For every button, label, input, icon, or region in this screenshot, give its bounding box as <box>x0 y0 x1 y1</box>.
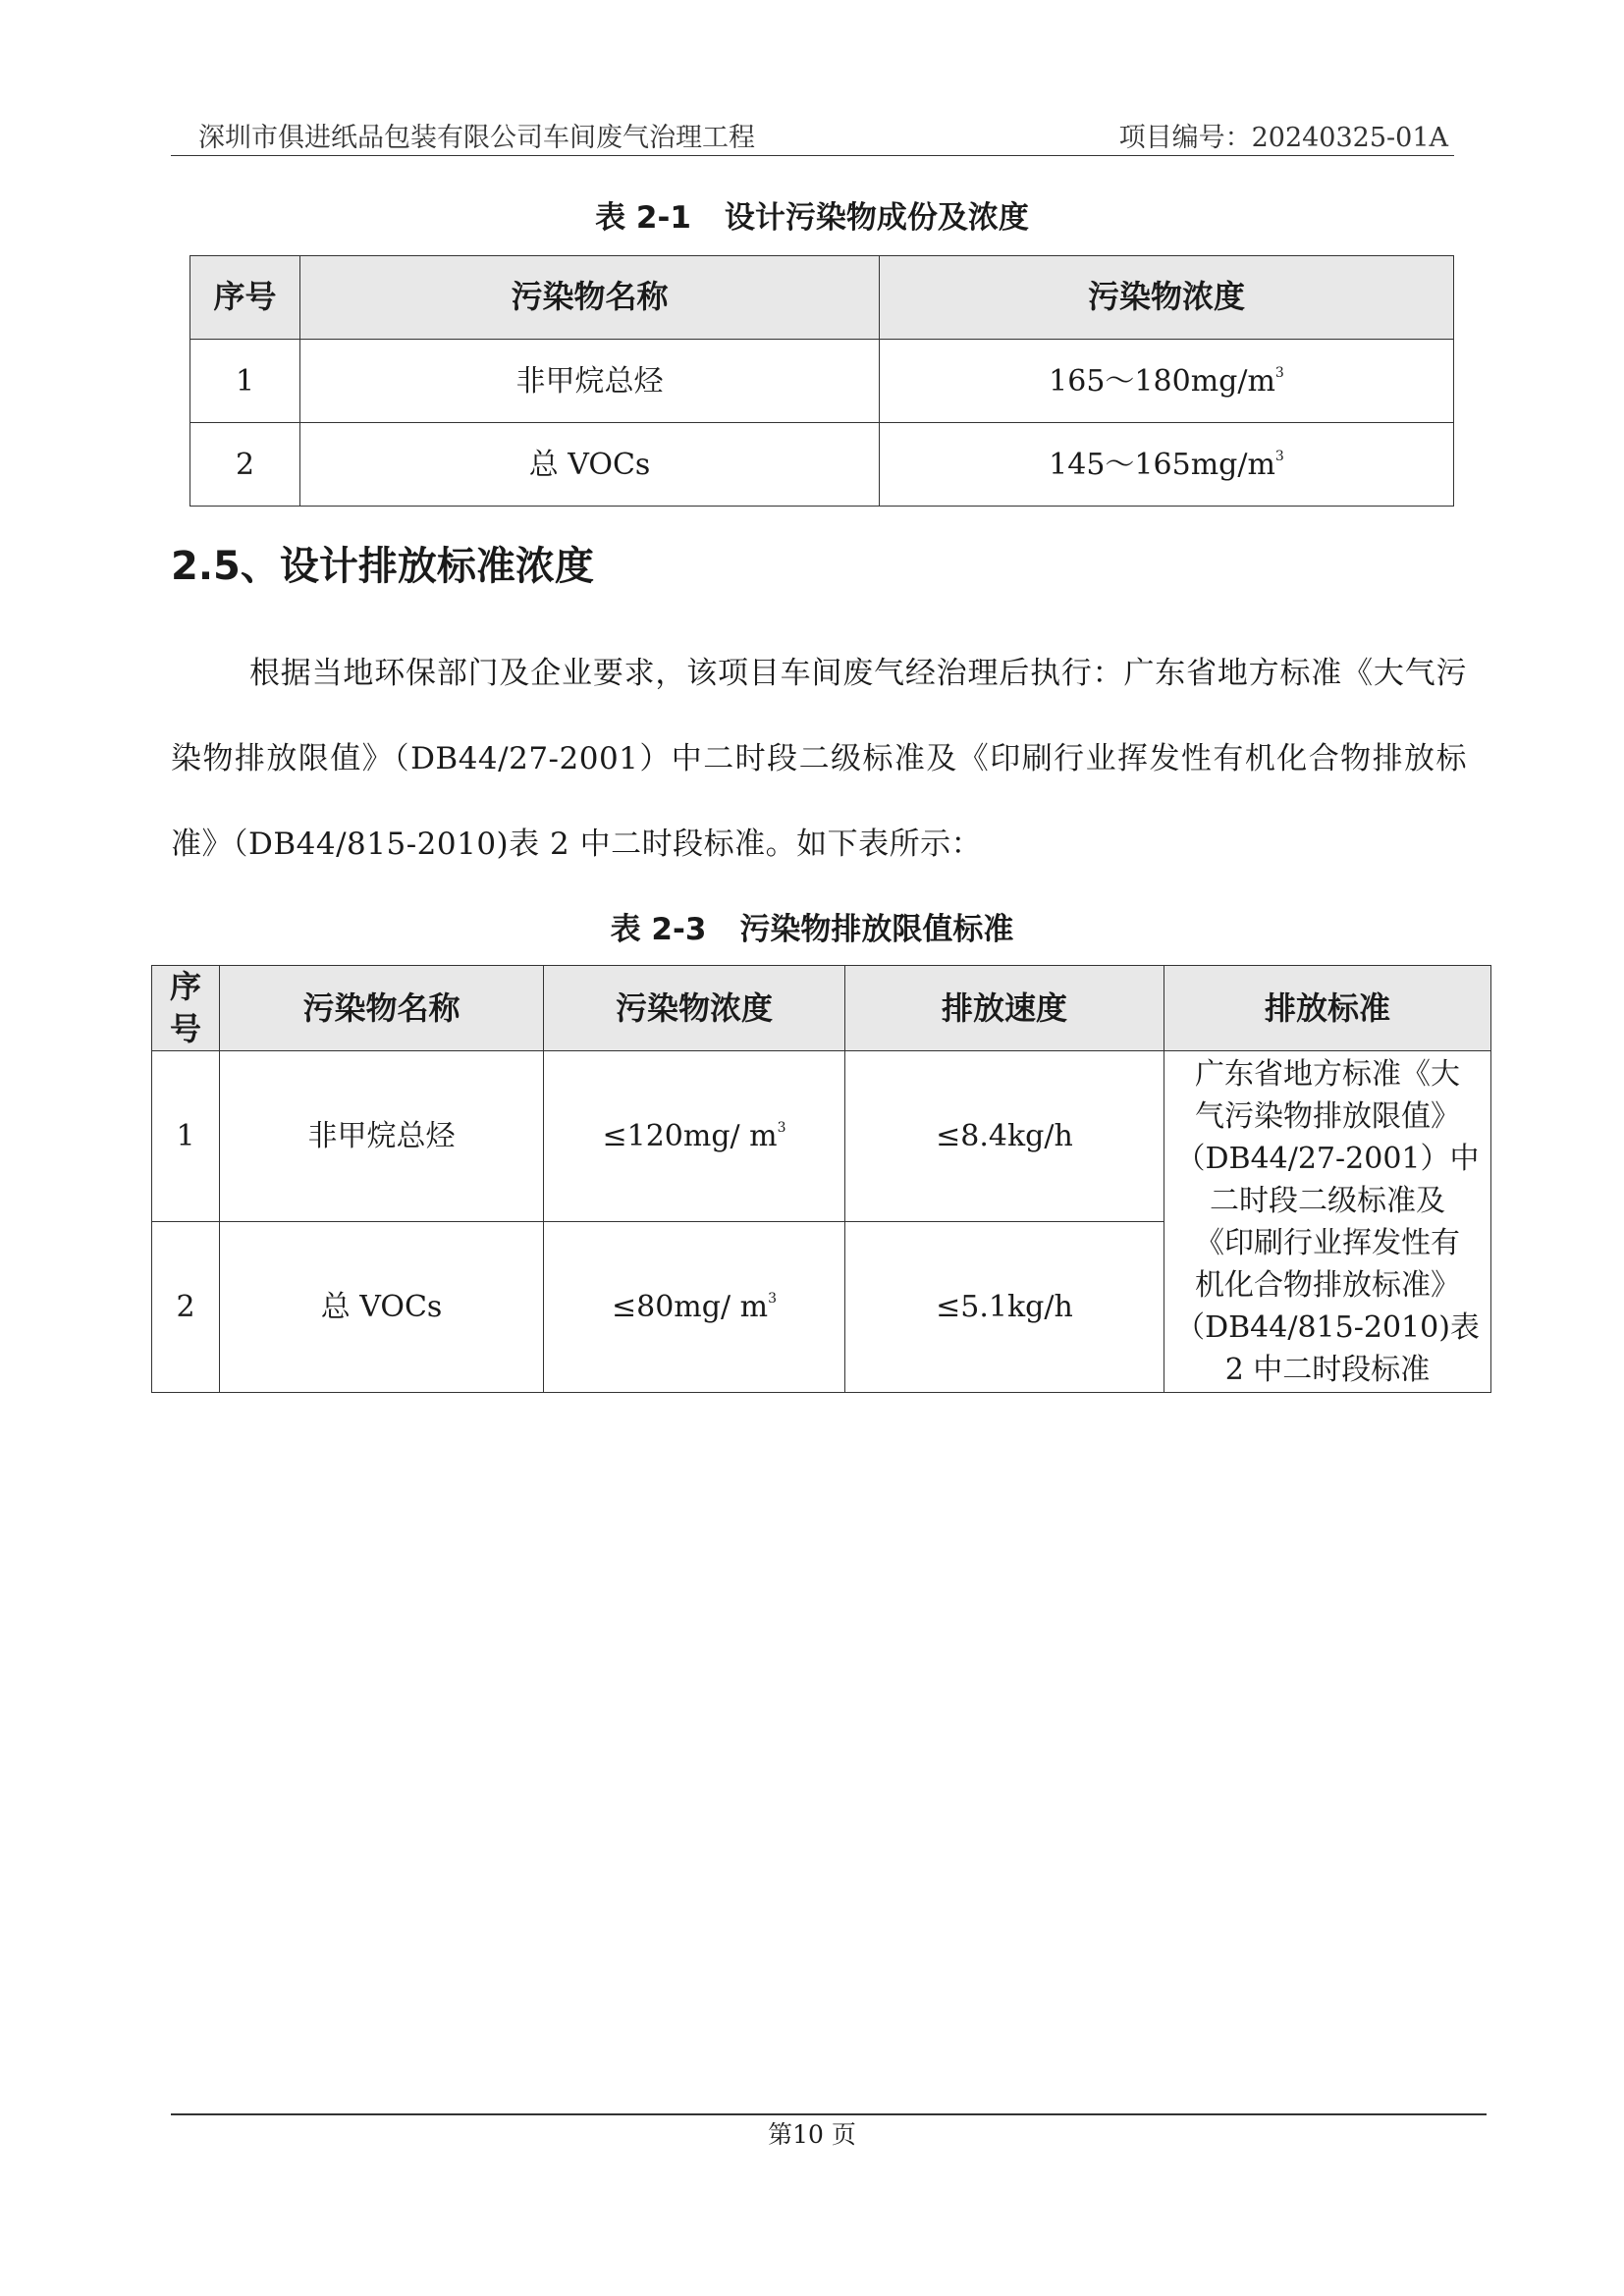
row-name: 非甲烷总烃 <box>300 340 880 423</box>
row-name: 总 VOCs <box>220 1222 544 1393</box>
header-concentration: 污染物浓度 <box>880 256 1454 340</box>
project-number: 项目编号：20240325-01A <box>1118 123 1448 153</box>
table1-caption-number: 表 2-1 <box>595 200 691 236</box>
table-header-row <box>190 256 1454 340</box>
row-name: 非甲烷总烃 <box>220 1051 544 1222</box>
row-concentration: ≤120mg/ $m^3$ <box>544 1051 845 1222</box>
row-concentration: $165\sim 180mg/m^3$ <box>880 340 1454 423</box>
page-header <box>171 110 1454 156</box>
row-concentration: $145\sim 165mg/m^3$ <box>880 423 1454 507</box>
section-heading: 2.5、设计排放标准浓度 <box>171 544 594 589</box>
emission-limit-table <box>151 965 1491 1393</box>
project-name: 深圳市俱进纸品包装有限公司车间废气治理工程 <box>198 123 755 153</box>
table2-caption <box>0 904 1624 948</box>
row-rate: ≤8.4kg/h <box>845 1051 1164 1222</box>
table1-caption <box>0 192 1624 237</box>
row-concentration: ≤80mg/ $m^3$ <box>544 1222 845 1393</box>
header-name: 污染物名称 <box>220 966 544 1051</box>
table-row <box>190 340 1454 423</box>
row-no: 2 <box>190 423 300 507</box>
section-paragraph: 根据当地环保部门及企业要求，该项目车间废气经治理后执行：广东省地方标准《大气污染物排放限值》（DB44/27-2001）中二时段二级标准及《印刷行业挥发性有机化合物排放标准》（DB44/815-2010)表 2 中二时段标准。如下表所示： <box>171 656 1467 862</box>
header-name: 污染物名称 <box>300 256 880 340</box>
pollutant-composition-table <box>189 255 1454 507</box>
row-rate: ≤5.1kg/h <box>845 1222 1164 1393</box>
table-row <box>190 423 1454 507</box>
table-row <box>152 1051 1491 1222</box>
table2-caption-title: 污染物排放限值标准 <box>739 912 1014 947</box>
header-no: 序号 <box>190 256 300 340</box>
table2-caption-number: 表 2-3 <box>610 912 707 947</box>
row-no: 1 <box>190 340 300 423</box>
row-name: 总 VOCs <box>300 423 880 507</box>
row-no: 1 <box>152 1051 220 1222</box>
table-header-row <box>152 966 1491 1051</box>
header-rate: 排放速度 <box>845 966 1164 1051</box>
page-number: 第10 页 <box>768 2120 856 2149</box>
table1-caption-title: 设计污染物成份及浓度 <box>724 200 1029 236</box>
header-no: 序号 <box>152 966 220 1051</box>
header-standard: 排放标准 <box>1164 966 1491 1051</box>
header-concentration: 污染物浓度 <box>544 966 845 1051</box>
emission-standard-cell: 广东省地方标准《大 气污染物排放限值》 （DB44/27-2001）中 二时段二级标准及 《印刷行业挥发性有 机化合物排放标准》 （DB44/815-2010)表 2 中二时段标准 <box>1164 1051 1491 1393</box>
row-no: 2 <box>152 1222 220 1393</box>
